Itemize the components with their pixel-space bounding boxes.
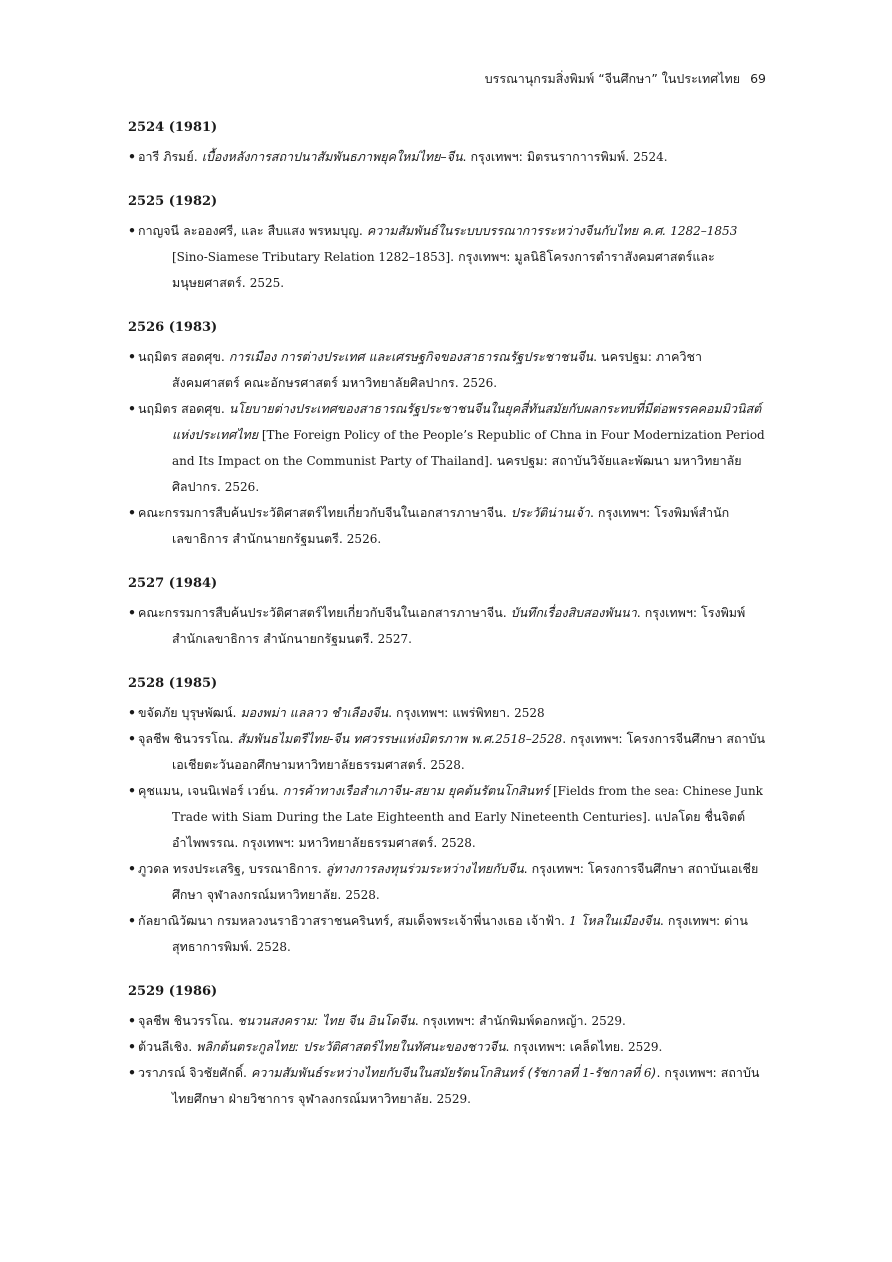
bibliography-entry	[128, 1060, 768, 1112]
entry-text: [The Foreign Policy of the People’s Republic of Chna in Four Modernization Period and Its Impact on the Communist Party of Thailand]	[172, 428, 765, 468]
entry-text: ประวัติน่านเจ้า	[510, 505, 590, 520]
year-section	[128, 192, 768, 296]
entry-text: ต้วนลีเชิง.	[138, 1039, 197, 1054]
entry-text: [Sino-Siamese Tributary Relation 1282–1853]	[172, 250, 451, 264]
entry-text: 2528.	[256, 940, 291, 954]
bibliography-entry	[128, 856, 768, 908]
entry-text: คุชแมน, เจนนิเฟอร์ เวย์น.	[138, 783, 283, 798]
entry-text: 1	[582, 1066, 590, 1080]
bibliography-entry	[128, 396, 768, 500]
entry-text: . นครปฐม: สถาบันวิจัยและพัฒนา มหาวิทยาลัยศิลปากร.	[172, 453, 742, 494]
entry-text: บันทึกเรื่องสิบสองพันนา	[510, 605, 637, 620]
entry-text: นฤมิตร สอดศุข.	[138, 349, 229, 364]
bibliography-entry	[128, 1008, 768, 1034]
entry-text: กัลยาณิวัฒนา กรมหลวงนราธิวาสราชนครินทร์, สมเด็จพระเจ้าพี่นางเธอ เจ้าฟ้า.	[138, 913, 570, 928]
bibliography-entry	[128, 600, 768, 652]
year-heading: 2526 (1983)	[128, 320, 218, 335]
entry-text: . กรุงเทพฯ: มิตรนรากาารพิมพ์.	[462, 149, 634, 164]
year-section	[128, 674, 768, 960]
entry-list	[128, 344, 768, 552]
entry-text: ความสัมพันธ์ระหว่างไทยกับจีนในสมัยรัตนโกสินทร์ (รัชกาลที่	[251, 1065, 583, 1080]
entry-text: 6	[643, 1066, 652, 1080]
entry-text: 2526.	[462, 376, 498, 390]
running-head-title: บรรณานุกรมสิ่งพิมพ์ “จีนศึกษา” ในประเทศไทย	[484, 71, 741, 86]
year-heading: 2524 (1981)	[128, 120, 218, 135]
bibliography-entry	[128, 778, 768, 856]
entry-text: 2529.	[591, 1014, 626, 1028]
entry-text: ชนวนสงคราม: ไทย จีน อินโดจีน	[237, 1013, 415, 1028]
entry-text: . กรุงเทพฯ: โรงพิมพ์สำนักเลขาธิการ สำนักนายกรัฐมนตรี.	[172, 605, 746, 646]
entry-text: . กรุงเทพฯ: สถาบันไทยศึกษา ฝ่ายวิชาการ จุฬาลงกรณ์มหาวิทยาลัย.	[172, 1065, 760, 1106]
entry-list	[128, 700, 768, 960]
year-heading: 2527 (1984)	[128, 576, 218, 591]
entry-text: [Fields from the sea: Chinese Junk Trade with Siam During the Late Eighteenth and Early Nineteenth Centuries]	[172, 784, 763, 824]
bibliography-body	[128, 118, 768, 1134]
bibliography-entry	[128, 144, 768, 170]
entry-text: . กรุงเทพฯ: สำนักพิมพ์ดอกหญ้า.	[414, 1013, 592, 1028]
entry-text: 2528.	[441, 836, 476, 850]
entry-text: จุลชีพ ชินวรรโณ.	[138, 731, 238, 746]
entry-text: ความสัมพันธ์ในระบบบรรณาการระหว่างจีนกับไทย ค.ศ.	[366, 223, 671, 238]
entry-text: 2528.	[345, 888, 380, 902]
entry-text: 2527.	[377, 632, 412, 646]
year-section	[128, 318, 768, 552]
entry-text: 2526.	[224, 480, 260, 494]
year-heading: 2525 (1982)	[128, 194, 218, 209]
entry-text: สัมพันธไมตรีไทย-จีน ทศวรรษแห่งมิตรภาพ พ.ศ.	[237, 731, 496, 746]
entry-text: -รัชกาลที่	[589, 1065, 644, 1080]
year-section	[128, 982, 768, 1112]
entry-text: 2529.	[436, 1092, 471, 1106]
bibliography-entry	[128, 500, 768, 552]
entry-text: . แปลโดย ชื่นจิตต์ อำไพพรรณ. กรุงเทพฯ: มหาวิทยาลัยธรรมศาสตร์.	[172, 809, 746, 850]
entry-text: การค้าทางเรือสำเภาจีน-สยาม ยุคต้นรัตนโกสินทร์	[282, 783, 550, 798]
entry-text: มองพม่า แลลาว ชำเลืองจีน	[240, 705, 389, 720]
entry-text: การเมือง การต่างประเทศ และเศรษฐกิจของสาธารณรัฐประชาชนจีน	[228, 349, 594, 364]
entry-text: 2518–2528	[495, 732, 563, 746]
year-section	[128, 574, 768, 652]
entry-text: ลู่ทางการลงทุนร่วมระหว่างไทยกับจีน	[325, 861, 524, 876]
entry-text: 2528.	[430, 758, 465, 772]
entry-list	[128, 218, 768, 296]
bibliography-entry	[128, 218, 768, 296]
entry-text: . กรุงเทพฯ: โครงการจีนศึกษา สถาบันเอเชียตะวันออกศึกษามหาวิทยาลัยธรรมศาสตร์.	[172, 731, 766, 772]
year-heading: 2528 (1985)	[128, 676, 218, 691]
entry-text: วราภรณ์ จิวชัยศักดิ์.	[138, 1065, 251, 1080]
entry-text: 1282–1853	[670, 224, 738, 238]
entry-text: เบื้องหลังการสถาปนาสัมพันธภาพยุคใหม่ไทย–จีน	[201, 149, 463, 164]
entry-text: 2524.	[633, 150, 668, 164]
bibliography-entry	[128, 726, 768, 778]
running-head	[485, 69, 766, 89]
year-section	[128, 118, 768, 170]
entry-text: อารี ภิรมย์.	[138, 149, 202, 164]
entry-text: )	[651, 1065, 657, 1080]
entry-text: . กรุงเทพฯ: โครงการจีนศึกษา สถาบันเอเชียศึกษา จุฬาลงกรณ์มหาวิทยาลัย.	[172, 861, 759, 902]
entry-text: 2528	[514, 706, 545, 720]
page-number: 69	[750, 71, 766, 86]
entry-text: 2525.	[249, 276, 285, 290]
entry-text: คณะกรรมการสืบค้นประวัติศาสตร์ไทยเกี่ยวกับจีนในเอกสารภาษาจีน.	[138, 505, 511, 520]
entry-list	[128, 1008, 768, 1112]
year-heading: 2529 (1986)	[128, 984, 218, 999]
entry-text: . กรุงเทพฯ: ด่านสุทธาการพิมพ์.	[172, 913, 748, 954]
entry-text: . กรุงเทพฯ: โรงพิมพ์สำนักเลขาธิการ สำนักนายกรัฐมนตรี.	[172, 505, 730, 546]
entry-text: ขจัดภัย บุรุษพัฒน์.	[138, 705, 241, 720]
entry-text: . กรุงเทพฯ: มูลนิธิโครงการตำราสังคมศาสตร์และมนุษยศาสตร์.	[172, 249, 715, 290]
entry-text: คณะกรรมการสืบค้นประวัติศาสตร์ไทยเกี่ยวกับจีนในเอกสารภาษาจีน.	[138, 605, 511, 620]
entry-list	[128, 144, 768, 170]
entry-text: จุลชีพ ชินวรรโณ.	[138, 1013, 238, 1028]
entry-text: . กรุงเทพฯ: เคล็ดไทย.	[505, 1039, 628, 1054]
entry-text: 2526.	[346, 532, 382, 546]
entry-text: 2529.	[628, 1040, 663, 1054]
entry-list	[128, 600, 768, 652]
bibliography-entry	[128, 1034, 768, 1060]
entry-text: นโยบายต่างประเทศของสาธารณรัฐประชาชนจีนในยุคสี่ทันสมัยกับผลกระทบที่มีต่อพรรคคอมมิวนิสต์แห่งประเทศไทย	[172, 401, 762, 442]
entry-text: . นครปฐม: ภาควิชาสังคมศาสตร์ คณะอักษรศาสตร์ มหาวิทยาลัยศิลปากร.	[172, 349, 703, 390]
bibliography-entry	[128, 700, 768, 726]
entry-text: ภูวดล ทรงประเสริฐ, บรรณาธิการ.	[138, 861, 326, 876]
bibliography-entry	[128, 908, 768, 960]
entry-text: กาญจนี ละอองศรี, และ สืบแสง พรหมบุญ.	[138, 223, 367, 238]
entry-text: โหลในเมืองจีน	[576, 913, 660, 928]
entry-text: พลิกต้นตระกูลไทย: ประวัติศาสตร์ไทยในทัศนะของชาวจีน	[196, 1039, 506, 1054]
entry-text: นฤมิตร สอดศุข.	[138, 401, 229, 416]
bibliography-entry	[128, 344, 768, 396]
entry-text: 1	[569, 914, 577, 928]
entry-text: . กรุงเทพฯ: แพร่พิทยา.	[388, 705, 515, 720]
